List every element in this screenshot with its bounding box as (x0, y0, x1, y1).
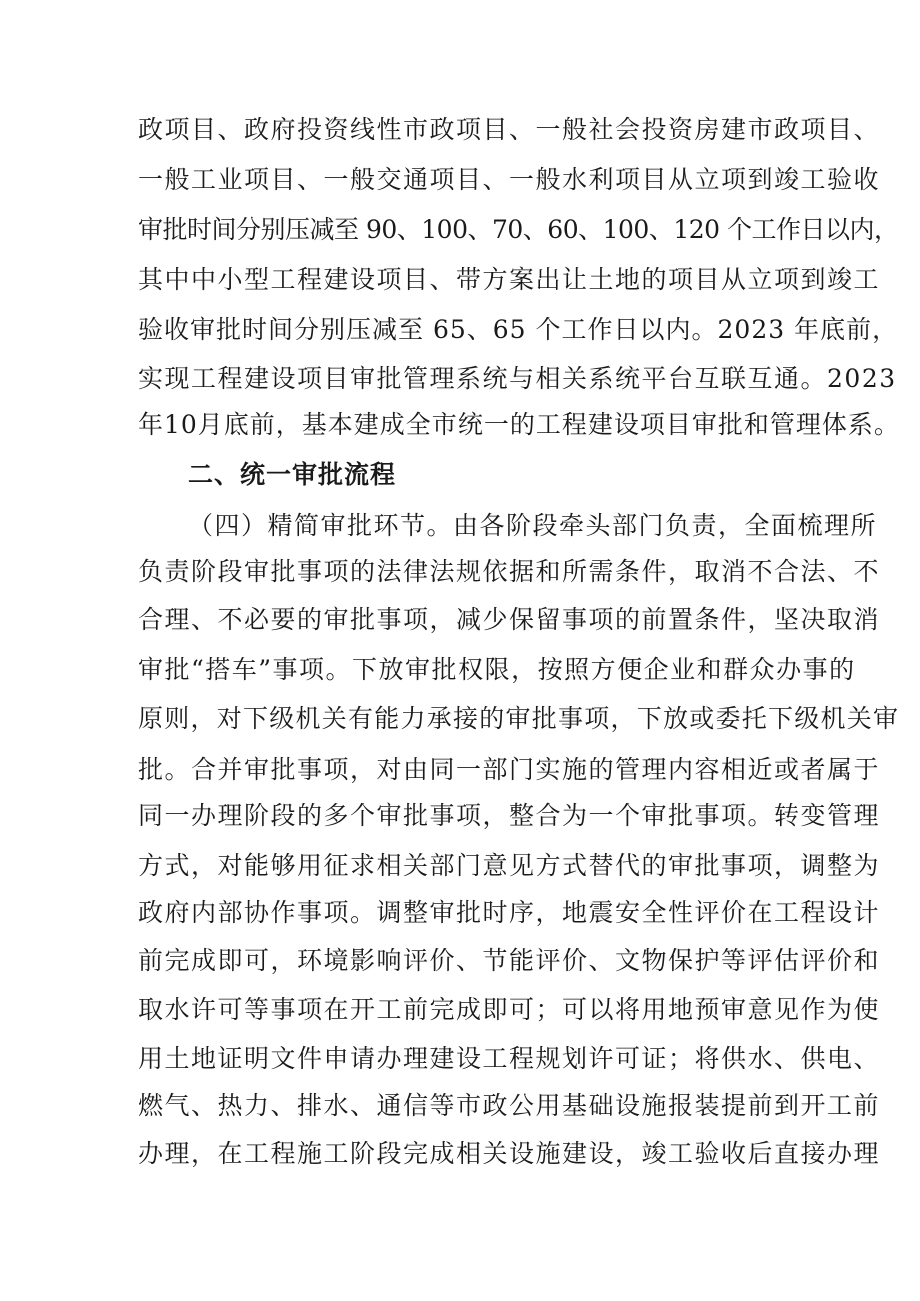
text-line: 取水许可等事项在开工前完成即可；可以将用地预审意见作为使 (138, 995, 881, 1024)
text-line: 同一办理阶段的多个审批事项，整合为一个审批事项。转变管理 (138, 801, 881, 830)
text-line: 负责阶段审批事项的法律法规依据和所需条件，取消不合法、不 (138, 557, 881, 586)
section-heading: 二、统一审批流程 (188, 460, 397, 489)
text-line: 方式，对能够用征求相关部门意见方式替代的审批事项，调整为 (138, 851, 881, 880)
text-line: 前完成即可，环境影响评价、节能评价、文物保护等评估评价和 (138, 946, 881, 975)
text-line: （四）精简审批环节。由各阶段牵头部门负责，全面梳理所 (188, 511, 878, 540)
text-line: 燃气、热力、排水、通信等市政公用基础设施报装提前到开工前 (138, 1091, 881, 1120)
text-line: 合理、不必要的审批事项，减少保留事项的前置条件，坚决取消 (138, 605, 881, 634)
text-line: 批。合并审批事项，对由同一部门实施的管理内容相近或者属于 (138, 755, 881, 784)
text-line: 用土地证明文件申请办理建设工程规划许可证；将供水、供电、 (138, 1044, 881, 1073)
text-line: 审批时间分别压减至 90、100、70、60、100、120 个工作日以内， (138, 215, 899, 244)
text-line: 实现工程建设项目审批管理系统与相关系统平台互联互通。2023 (138, 364, 897, 393)
text-line: 验收审批时间分别压减至 65、65 个工作日以内。2023 年底前， (138, 315, 899, 344)
text-line: 其中中小型工程建设项目、带方案出让土地的项目从立项到竣工 (138, 265, 881, 294)
text-line: 政府内部协作事项。调整审批时序，地震安全性评价在工程设计 (138, 898, 881, 927)
text-line: 一般工业项目、一般交通项目、一般水利项目从立项到竣工验收 (138, 165, 881, 194)
text-line: 办理，在工程施工阶段完成相关设施建设，竣工验收后直接办理 (138, 1139, 881, 1168)
text-line: 审批“搭车”事项。下放审批权限，按照方便企业和群众办事的 (138, 655, 856, 684)
text-line: 年10月底前，基本建成全市统一的工程建设项目审批和管理体系。 (138, 410, 900, 439)
text-line: 原则，对下级机关有能力承接的审批事项，下放或委托下级机关审 (138, 704, 900, 733)
text-line: 政项目、政府投资线性市政项目、一般社会投资房建市政项目、 (138, 115, 881, 144)
